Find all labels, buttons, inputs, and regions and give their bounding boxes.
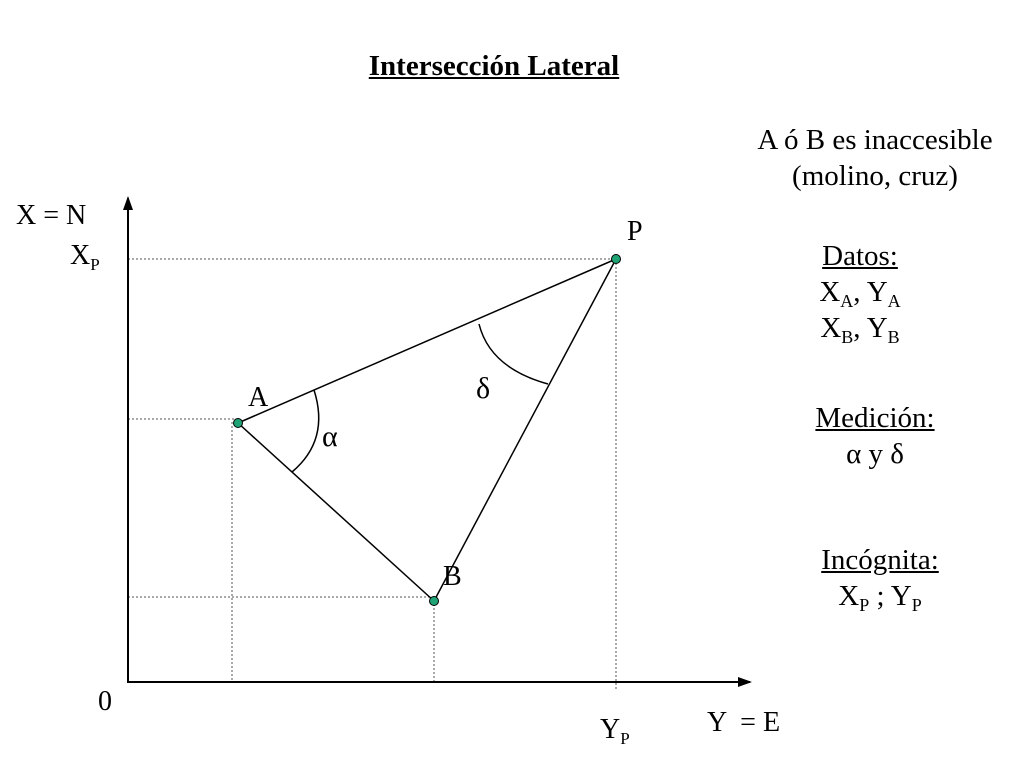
note-block (730, 122, 1020, 194)
datos-block (790, 238, 930, 346)
east-axis-label: Y = E (707, 707, 781, 738)
alpha-label: α (322, 420, 338, 453)
north-axis-label: X = N (16, 200, 87, 231)
incognita-value: $X_P$ ; $Y_P$ (838, 580, 922, 615)
incognita-block (790, 542, 970, 614)
medicion-heading: Medición: (815, 402, 935, 434)
point-b-marker (430, 597, 439, 606)
point-p-label: P (627, 216, 643, 247)
note-line-2: (molino, cruz) (792, 160, 958, 192)
point-p-marker (612, 255, 621, 264)
xp-tick-label: $X_P$ (70, 240, 100, 274)
point-a-marker (234, 419, 243, 428)
alpha-angle-arc (292, 390, 319, 472)
medicion-value: α y δ (846, 438, 904, 470)
origin-label: 0 (98, 686, 112, 717)
page-title: Intersección Lateral (368, 50, 620, 82)
datos-line-b: $X_B$, $Y_B$ (820, 312, 900, 347)
point-b-label: B (443, 561, 462, 592)
medicion-block (790, 400, 960, 472)
point-a-label: A (248, 382, 269, 413)
delta-label: δ (476, 372, 491, 405)
yp-tick-label: $Y_P$ (600, 714, 630, 748)
note-line-1: A ó B es inaccesible (757, 124, 993, 156)
datos-heading: Datos: (822, 240, 898, 272)
side-bp (434, 259, 616, 601)
datos-line-a: $X_A$, $Y_A$ (819, 276, 901, 311)
incognita-heading: Incógnita: (821, 544, 939, 576)
side-ap (238, 259, 616, 423)
